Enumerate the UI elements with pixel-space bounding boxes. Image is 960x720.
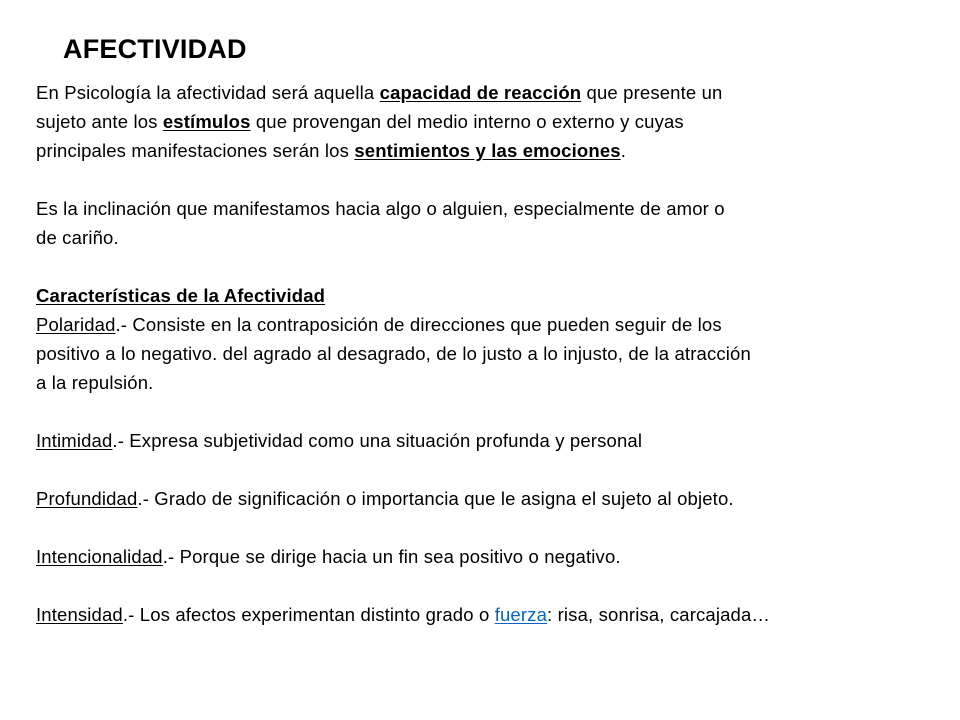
intro-text: que provengan del medio interno o externo y cuyas: [250, 111, 684, 132]
polaridad-line-1: [36, 310, 916, 339]
term-intimidad: Intimidad: [36, 430, 113, 451]
intro-line-2: [36, 107, 916, 136]
term-intencionalidad: Intencionalidad: [36, 546, 163, 567]
slide-body: [36, 78, 916, 629]
intencionalidad-line: [36, 542, 916, 571]
characteristics-heading-text: Características de la Afectividad: [36, 285, 326, 306]
intro-line-3: [36, 136, 916, 165]
polaridad-line-2: positivo a lo negativo. del agrado al desagrado, de lo justo a lo injusto, de la atracción: [36, 343, 751, 364]
fuerza-link[interactable]: fuerza: [494, 604, 548, 625]
intro-text: En Psicología la afectividad será aquella: [36, 82, 380, 103]
polaridad-text: .- Consiste en la contraposición de direcciones que pueden seguir de los: [115, 314, 722, 335]
definition-line-1: Es la inclinación que manifestamos hacia algo o alguien, especialmente de amor o: [36, 198, 725, 219]
profundidad-text: .- Grado de significación o importancia que le asigna el sujeto al objeto.: [137, 488, 734, 509]
term-sentimientos-y-emociones: sentimientos y las emociones: [354, 140, 621, 161]
profundidad-line: [36, 484, 916, 513]
intencionalidad-text: .- Porque se dirige hacia un fin sea positivo o negativo.: [162, 546, 621, 567]
definition-line-2: de cariño.: [36, 227, 119, 248]
term-polaridad: Polaridad: [36, 314, 116, 335]
intro-text: sujeto ante los: [36, 111, 163, 132]
slide-title: AFECTIVIDAD: [63, 34, 247, 64]
intimidad-text: .- Expresa subjetividad como una situación profunda y personal: [112, 430, 643, 451]
term-intensidad: Intensidad: [36, 604, 123, 625]
polaridad-line-3: a la repulsión.: [36, 372, 154, 393]
intro-text: .: [620, 140, 626, 161]
characteristics-heading: [36, 281, 916, 310]
intro-text: principales manifestaciones serán los: [36, 140, 355, 161]
term-capacidad-de-reaccion: capacidad de reacción: [379, 82, 582, 103]
term-profundidad: Profundidad: [36, 488, 138, 509]
intro-line-1: [36, 78, 916, 107]
intensidad-line: [36, 600, 916, 629]
intimidad-line: [36, 426, 916, 455]
intensidad-text: .- Los afectos experimentan distinto grado o: [122, 604, 495, 625]
intensidad-text: : risa, sonrisa, carcajada…: [547, 604, 771, 625]
intro-text: que presente un: [581, 82, 723, 103]
term-estimulos: estímulos: [162, 111, 251, 132]
